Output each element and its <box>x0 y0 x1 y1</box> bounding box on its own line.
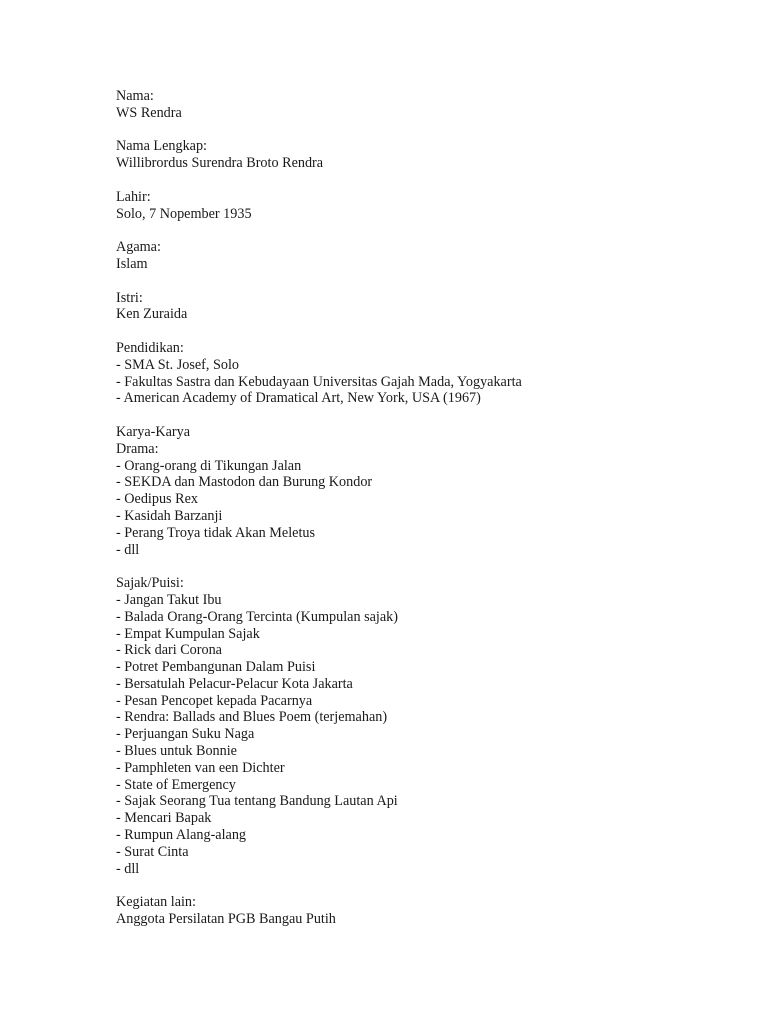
agama-label: Agama: <box>116 239 161 256</box>
drama-item: - Perang Troya tidak Akan Meletus <box>116 524 315 541</box>
istri-label: Istri: <box>116 289 143 306</box>
sajak-item: - Perjuangan Suku Naga <box>116 726 255 743</box>
sajak-item: - Sajak Seorang Tua tentang Bandung Lautan Api <box>116 793 398 810</box>
drama-item: - dll <box>116 541 140 558</box>
sajak-item: - Rick dari Corona <box>116 642 222 659</box>
spacer <box>116 558 736 575</box>
spacer <box>116 122 736 139</box>
sajak-item: - Rumpun Alang-alang <box>116 827 247 844</box>
pendidikan-item: - SMA St. Josef, Solo <box>116 356 239 373</box>
spacer <box>116 273 736 290</box>
karya-label: Karya-Karya <box>116 423 191 440</box>
sajak-item: - Potret Pembangunan Dalam Puisi <box>116 659 316 676</box>
sajak-item: - Blues untuk Bonnie <box>116 743 237 760</box>
sajak-list <box>116 592 736 878</box>
sajak-item: - Surat Cinta <box>116 843 189 860</box>
biography-document <box>116 88 736 928</box>
pendidikan-list <box>116 357 736 407</box>
nama-value: WS Rendra <box>116 104 182 121</box>
drama-item: - Oedipus Rex <box>116 491 198 508</box>
drama-item: - Orang-orang di Tikungan Jalan <box>116 457 302 474</box>
sajak-item: - Jangan Takut Ibu <box>116 591 222 608</box>
sajak-item: - dll <box>116 860 140 877</box>
pendidikan-item: - American Academy of Dramatical Art, New York, USA (1967) <box>116 390 481 407</box>
sajak-item: - Rendra: Ballads and Blues Poem (terjemahan) <box>116 709 388 726</box>
spacer <box>116 222 736 239</box>
drama-label: Drama: <box>116 440 159 457</box>
pendidikan-label: Pendidikan: <box>116 339 184 356</box>
nama-lengkap-label: Nama Lengkap: <box>116 138 207 155</box>
drama-item: - SEKDA dan Mastodon dan Burung Kondor <box>116 474 373 491</box>
lahir-label: Lahir: <box>116 188 151 205</box>
drama-item: - Kasidah Barzanji <box>116 507 223 524</box>
sajak-item: - State of Emergency <box>116 776 236 793</box>
drama-list <box>116 458 736 559</box>
spacer <box>116 172 736 189</box>
sajak-item: - Bersatulah Pelacur-Pelacur Kota Jakarta <box>116 675 353 692</box>
nama-label: Nama: <box>116 88 154 104</box>
kegiatan-value: Anggota Persilatan PGB Bangau Putih <box>116 911 336 928</box>
kegiatan-label: Kegiatan lain: <box>116 894 196 911</box>
pendidikan-item: - Fakultas Sastra dan Kebudayaan Universitas Gajah Mada, Yogyakarta <box>116 373 522 390</box>
sajak-item: - Balada Orang-Orang Tercinta (Kumpulan sajak) <box>116 608 398 625</box>
spacer <box>116 877 736 894</box>
sajak-item: - Pamphleten van een Dichter <box>116 759 285 776</box>
sajak-item: - Empat Kumpulan Sajak <box>116 625 260 642</box>
sajak-item: - Pesan Pencopet kepada Pacarnya <box>116 692 313 709</box>
sajak-item: - Mencari Bapak <box>116 810 212 827</box>
istri-value: Ken Zuraida <box>116 306 188 323</box>
spacer <box>116 407 736 424</box>
lahir-value: Solo, 7 Nopember 1935 <box>116 205 252 222</box>
spacer <box>116 323 736 340</box>
agama-value: Islam <box>116 255 148 272</box>
nama-lengkap-value: Willibrordus Surendra Broto Rendra <box>116 155 324 172</box>
sajak-label: Sajak/Puisi: <box>116 575 184 592</box>
